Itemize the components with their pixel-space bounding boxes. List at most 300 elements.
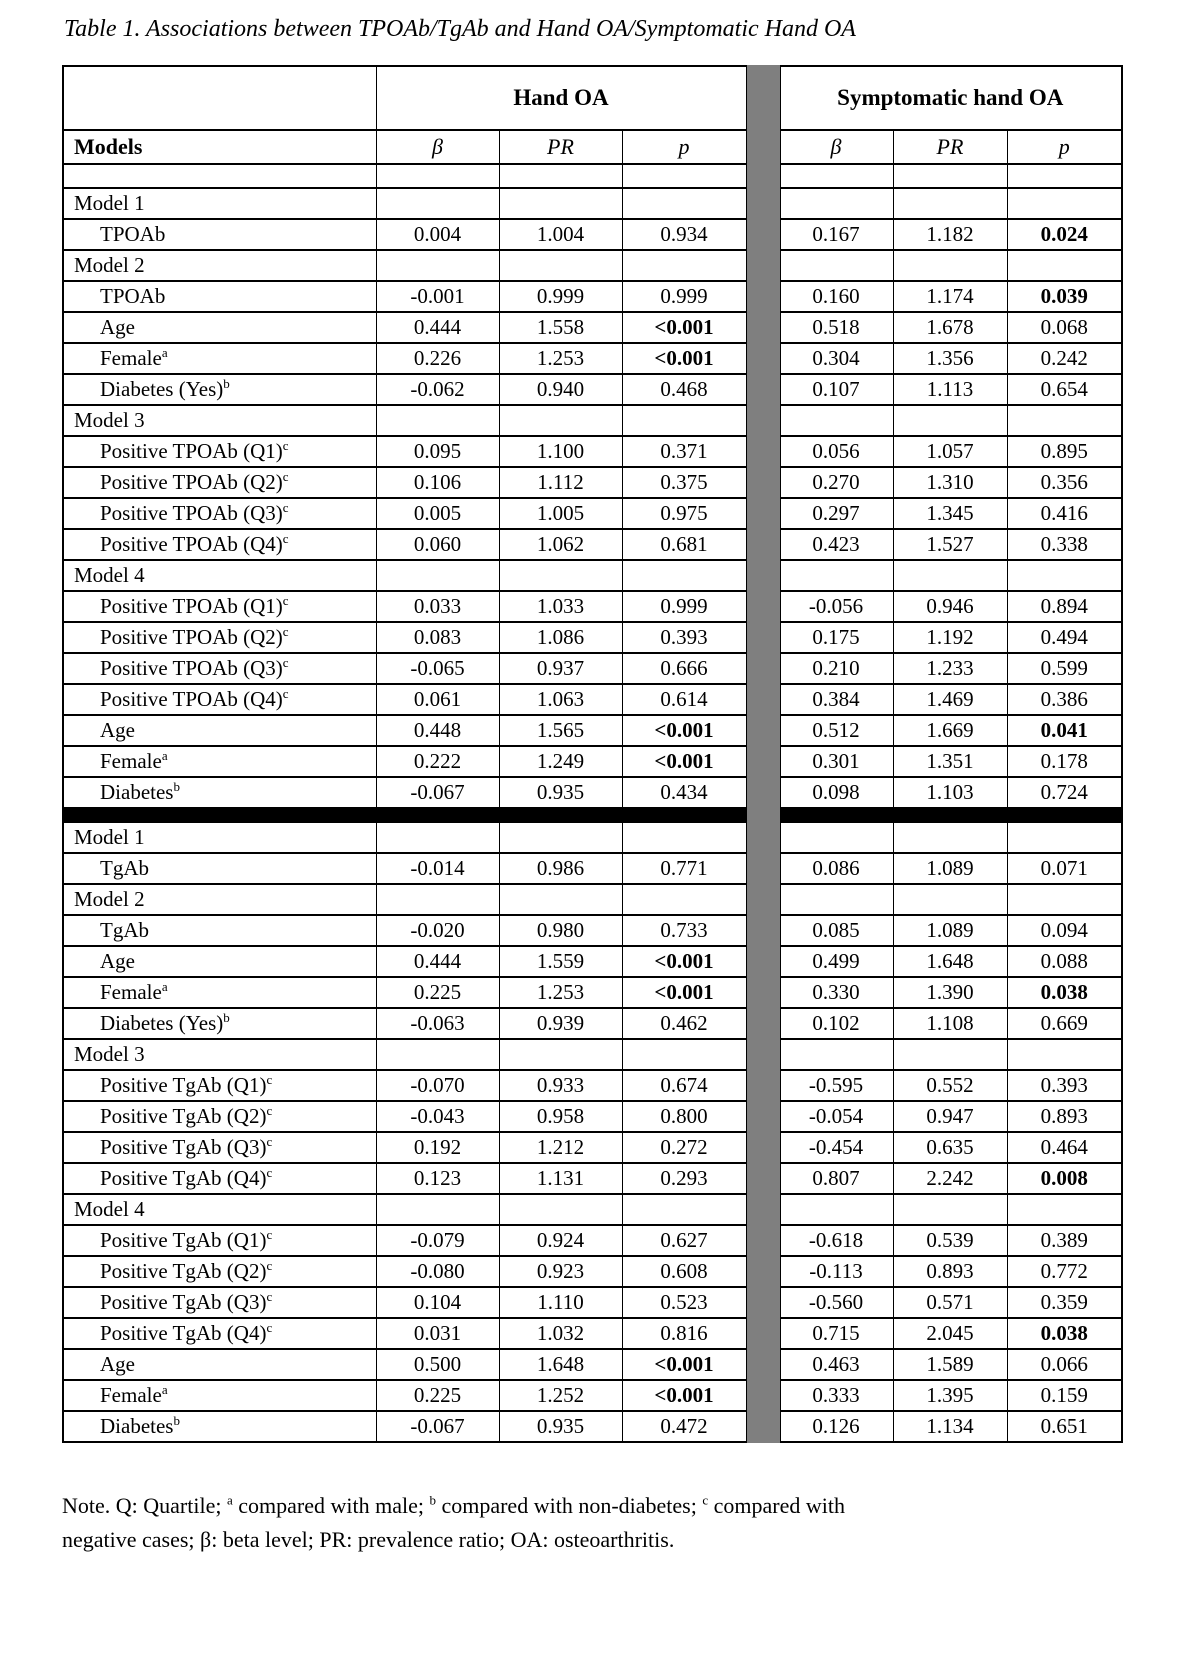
footnote-marker: c <box>282 593 289 608</box>
footnote-marker: c <box>282 438 289 453</box>
value-cell: 0.061 <box>376 684 499 715</box>
value-cell <box>622 405 746 436</box>
row-label: Age <box>63 715 376 746</box>
value-cell: 0.060 <box>376 529 499 560</box>
value-cell: 0.923 <box>499 1256 622 1287</box>
value-cell: -0.062 <box>376 374 499 405</box>
value-cell: 0.800 <box>622 1101 746 1132</box>
value-cell <box>893 405 1007 436</box>
value-cell: 0.102 <box>779 1008 893 1039</box>
value-cell <box>376 884 499 915</box>
table-row <box>63 977 1122 1008</box>
value-cell: 0.935 <box>499 1411 622 1442</box>
value-cell: 0.095 <box>376 436 499 467</box>
value-cell: -0.080 <box>376 1256 499 1287</box>
value-cell: 0.039 <box>1007 281 1122 312</box>
row-label: Model 2 <box>63 250 376 281</box>
value-cell: 0.160 <box>779 281 893 312</box>
value-cell: 1.469 <box>893 684 1007 715</box>
model-section-row <box>63 188 1122 219</box>
value-cell: 1.565 <box>499 715 622 746</box>
value-cell: 0.940 <box>499 374 622 405</box>
table-row <box>63 1318 1122 1349</box>
value-cell: 1.192 <box>893 622 1007 653</box>
table-row <box>63 498 1122 529</box>
value-cell: 0.356 <box>1007 467 1122 498</box>
value-cell: 0.935 <box>499 777 622 808</box>
value-cell: 0.895 <box>1007 436 1122 467</box>
value-cell <box>622 250 746 281</box>
value-cell: 1.033 <box>499 591 622 622</box>
value-cell: 0.222 <box>376 746 499 777</box>
pr-header-left: PR <box>499 130 622 164</box>
value-cell: 0.272 <box>622 1132 746 1163</box>
value-cell: 0.499 <box>779 946 893 977</box>
table-row <box>63 1101 1122 1132</box>
value-cell: 0.608 <box>622 1256 746 1287</box>
row-label: Positive TgAb $(Q1)^c$ <box>63 1070 376 1101</box>
value-cell: 0.715 <box>779 1318 893 1349</box>
value-cell: 1.057 <box>893 436 1007 467</box>
value-cell: 0.024 <box>1007 219 1122 250</box>
table-wrap <box>62 65 1123 1443</box>
value-cell: 0.094 <box>1007 915 1122 946</box>
value-cell: -0.014 <box>376 853 499 884</box>
row-label: Model 4 <box>63 1194 376 1225</box>
value-cell: 1.113 <box>893 374 1007 405</box>
model-section-row <box>63 1039 1122 1070</box>
table-row <box>63 343 1122 374</box>
model-section-row <box>63 884 1122 915</box>
footnote-marker: c <box>282 655 289 670</box>
value-cell <box>376 560 499 591</box>
model-section-row <box>63 1194 1122 1225</box>
value-cell: 0.980 <box>499 915 622 946</box>
value-cell: 1.131 <box>499 1163 622 1194</box>
value-cell: 0.085 <box>779 915 893 946</box>
value-cell: 0.924 <box>499 1225 622 1256</box>
value-cell: 0.816 <box>622 1318 746 1349</box>
value-cell: 1.648 <box>499 1349 622 1380</box>
model-section-row <box>63 405 1122 436</box>
value-cell <box>622 560 746 591</box>
value-cell: 0.033 <box>376 591 499 622</box>
value-cell <box>622 884 746 915</box>
table-row <box>63 853 1122 884</box>
footnote-marker: c <box>282 469 289 484</box>
beta-header-right: β <box>779 130 893 164</box>
value-cell: 0.468 <box>622 374 746 405</box>
value-cell: 0.106 <box>376 467 499 498</box>
value-cell: 1.089 <box>893 915 1007 946</box>
table-row <box>63 715 1122 746</box>
value-cell: 0.448 <box>376 715 499 746</box>
value-cell: 0.975 <box>622 498 746 529</box>
value-cell <box>779 250 893 281</box>
value-cell: -0.113 <box>779 1256 893 1287</box>
value-cell: <0.001 <box>622 1349 746 1380</box>
value-cell: 1.100 <box>499 436 622 467</box>
footnote-marker: a <box>161 979 168 994</box>
value-cell: 0.041 <box>1007 715 1122 746</box>
value-cell: 0.674 <box>622 1070 746 1101</box>
row-label: Female$^a$ <box>63 1380 376 1411</box>
value-cell: 1.390 <box>893 977 1007 1008</box>
footnote-marker: c <box>266 1320 273 1335</box>
row-label: Positive TPOAb $(Q2)^c$ <box>63 622 376 653</box>
table-row <box>63 1132 1122 1163</box>
row-label: Positive TgAb $(Q2)^c$ <box>63 1101 376 1132</box>
value-cell: 1.112 <box>499 467 622 498</box>
value-cell: 0.627 <box>622 1225 746 1256</box>
value-cell <box>1007 884 1122 915</box>
value-cell: 1.253 <box>499 977 622 1008</box>
value-cell: 0.126 <box>779 1411 893 1442</box>
value-cell: 1.558 <box>499 312 622 343</box>
value-cell: 0.005 <box>376 498 499 529</box>
value-cell: 2.045 <box>893 1318 1007 1349</box>
value-cell: 1.212 <box>499 1132 622 1163</box>
value-cell: 1.253 <box>499 343 622 374</box>
value-cell: 0.552 <box>893 1070 1007 1101</box>
table-row <box>63 219 1122 250</box>
value-cell <box>499 1039 622 1070</box>
value-cell: 0.389 <box>1007 1225 1122 1256</box>
corner-cell <box>63 66 376 130</box>
value-cell: 0.225 <box>376 977 499 1008</box>
table-row <box>63 1163 1122 1194</box>
value-cell: 1.005 <box>499 498 622 529</box>
value-cell: 1.032 <box>499 1318 622 1349</box>
value-cell <box>376 188 499 219</box>
value-cell: 0.210 <box>779 653 893 684</box>
value-cell: 1.351 <box>893 746 1007 777</box>
value-cell: 0.893 <box>1007 1101 1122 1132</box>
value-cell: 0.937 <box>499 653 622 684</box>
value-cell <box>499 884 622 915</box>
row-label: Positive TPOAb $(Q3)^c$ <box>63 653 376 684</box>
value-cell: 0.894 <box>1007 591 1122 622</box>
value-cell: 1.559 <box>499 946 622 977</box>
value-cell: 0.512 <box>779 715 893 746</box>
value-cell <box>622 1194 746 1225</box>
value-cell: -0.043 <box>376 1101 499 1132</box>
value-cell: 0.031 <box>376 1318 499 1349</box>
value-cell: 0.330 <box>779 977 893 1008</box>
value-cell: 1.669 <box>893 715 1007 746</box>
hand-oa-group-header: Hand OA <box>376 66 746 130</box>
table-row <box>63 777 1122 808</box>
value-cell: 0.635 <box>893 1132 1007 1163</box>
value-cell: 0.068 <box>1007 312 1122 343</box>
row-label: Positive TgAb $(Q1)^c$ <box>63 1225 376 1256</box>
value-cell: 0.270 <box>779 467 893 498</box>
value-cell: 1.233 <box>893 653 1007 684</box>
value-cell: -0.079 <box>376 1225 499 1256</box>
table-row <box>63 1008 1122 1039</box>
value-cell: -0.070 <box>376 1070 499 1101</box>
value-cell: 0.539 <box>893 1225 1007 1256</box>
row-label: Positive TPOAb $(Q2)^c$ <box>63 467 376 498</box>
value-cell <box>893 560 1007 591</box>
value-cell: -0.560 <box>779 1287 893 1318</box>
table-row <box>63 915 1122 946</box>
value-cell <box>1007 405 1122 436</box>
footnote-marker: c <box>266 1289 273 1304</box>
value-cell: 0.444 <box>376 312 499 343</box>
table-row <box>63 1380 1122 1411</box>
value-cell: 0.416 <box>1007 498 1122 529</box>
row-label: Positive TPOAb $(Q4)^c$ <box>63 529 376 560</box>
footnote-marker: c <box>282 531 289 546</box>
value-cell: -0.067 <box>376 777 499 808</box>
row-label: Model 2 <box>63 884 376 915</box>
value-cell: 0.086 <box>779 853 893 884</box>
row-label: Female$^a$ <box>63 746 376 777</box>
row-label: Positive TgAb $(Q4)^c$ <box>63 1163 376 1194</box>
row-label: Model 3 <box>63 405 376 436</box>
footnote-marker: c <box>266 1227 273 1242</box>
value-cell <box>376 822 499 853</box>
row-label: Female$^a$ <box>63 977 376 1008</box>
value-cell: 0.192 <box>376 1132 499 1163</box>
row-label: Age <box>63 1349 376 1380</box>
value-cell: 0.958 <box>499 1101 622 1132</box>
value-cell <box>499 560 622 591</box>
beta-header-left: β <box>376 130 499 164</box>
value-cell <box>893 822 1007 853</box>
value-cell <box>376 405 499 436</box>
row-label: Diabetes (Yes)$^b$ <box>63 374 376 405</box>
value-cell: -0.063 <box>376 1008 499 1039</box>
value-cell: 0.464 <box>1007 1132 1122 1163</box>
value-cell: -0.054 <box>779 1101 893 1132</box>
value-cell: 0.098 <box>779 777 893 808</box>
row-label: Positive TPOAb $(Q1)^c$ <box>63 436 376 467</box>
value-cell: 0.463 <box>779 1349 893 1380</box>
value-cell: 0.004 <box>376 219 499 250</box>
footnote-marker: c <box>266 1165 273 1180</box>
table-row <box>63 591 1122 622</box>
section-divider-bar <box>63 808 1122 822</box>
footnote-marker: a <box>226 1492 233 1508</box>
value-cell: 0.393 <box>622 622 746 653</box>
value-cell: 0.946 <box>893 591 1007 622</box>
table-row <box>63 946 1122 977</box>
footnote-marker: b <box>223 1010 230 1025</box>
value-cell <box>893 250 1007 281</box>
footnote-marker: c <box>266 1072 273 1087</box>
value-cell: 0.986 <box>499 853 622 884</box>
value-cell: -0.067 <box>376 1411 499 1442</box>
value-cell: 1.527 <box>893 529 1007 560</box>
value-cell <box>1007 822 1122 853</box>
value-cell: 0.071 <box>1007 853 1122 884</box>
footnote-marker: b <box>173 1413 180 1428</box>
value-cell: 0.518 <box>779 312 893 343</box>
row-label: Positive TgAb $(Q3)^c$ <box>63 1287 376 1318</box>
model-section-row <box>63 822 1122 853</box>
value-cell <box>499 1194 622 1225</box>
table-row <box>63 1411 1122 1442</box>
value-cell: 0.178 <box>1007 746 1122 777</box>
value-cell: 0.159 <box>1007 1380 1122 1411</box>
value-cell <box>376 250 499 281</box>
pr-header-right: PR <box>893 130 1007 164</box>
table-row <box>63 374 1122 405</box>
value-cell <box>779 405 893 436</box>
value-cell: 1.182 <box>893 219 1007 250</box>
value-cell: 0.771 <box>622 853 746 884</box>
footnote-marker: a <box>161 1382 168 1397</box>
value-cell <box>779 1039 893 1070</box>
value-cell: -0.618 <box>779 1225 893 1256</box>
row-label: TPOAb <box>63 281 376 312</box>
value-cell: <0.001 <box>622 977 746 1008</box>
value-cell: 1.004 <box>499 219 622 250</box>
value-cell: <0.001 <box>622 946 746 977</box>
value-cell: 1.589 <box>893 1349 1007 1380</box>
value-cell: 1.678 <box>893 312 1007 343</box>
footnote-marker: b <box>173 779 180 794</box>
row-label: Positive TPOAb $(Q4)^c$ <box>63 684 376 715</box>
value-cell: 0.338 <box>1007 529 1122 560</box>
value-cell: 0.934 <box>622 219 746 250</box>
value-cell: -0.020 <box>376 915 499 946</box>
table-row <box>63 436 1122 467</box>
value-cell: 0.472 <box>622 1411 746 1442</box>
value-cell: 0.371 <box>622 436 746 467</box>
footnote-marker: b <box>223 376 230 391</box>
value-cell <box>622 822 746 853</box>
value-cell: <0.001 <box>622 1380 746 1411</box>
value-cell <box>622 1039 746 1070</box>
row-label: Positive TgAb $(Q2)^c$ <box>63 1256 376 1287</box>
value-cell <box>499 250 622 281</box>
value-cell: 1.089 <box>893 853 1007 884</box>
value-cell: <0.001 <box>622 312 746 343</box>
value-cell: 0.301 <box>779 746 893 777</box>
value-cell: 0.083 <box>376 622 499 653</box>
value-cell: 0.733 <box>622 915 746 946</box>
symptomatic-group-header: Symptomatic hand OA <box>779 66 1122 130</box>
value-cell: 0.375 <box>622 467 746 498</box>
table-body <box>63 188 1122 1442</box>
value-cell: 0.681 <box>622 529 746 560</box>
value-cell: 0.651 <box>1007 1411 1122 1442</box>
value-cell: 1.103 <box>893 777 1007 808</box>
value-cell <box>499 822 622 853</box>
value-cell: 0.226 <box>376 343 499 374</box>
value-cell <box>622 188 746 219</box>
value-cell: 0.571 <box>893 1287 1007 1318</box>
row-label: TPOAb <box>63 219 376 250</box>
value-cell: 0.666 <box>622 653 746 684</box>
value-cell <box>893 1039 1007 1070</box>
value-cell: -0.595 <box>779 1070 893 1101</box>
value-cell: 0.654 <box>1007 374 1122 405</box>
value-cell: -0.065 <box>376 653 499 684</box>
value-cell <box>1007 560 1122 591</box>
value-cell: 0.384 <box>779 684 893 715</box>
row-label: Positive TPOAb $(Q1)^c$ <box>63 591 376 622</box>
value-cell: 0.939 <box>499 1008 622 1039</box>
value-cell <box>1007 1039 1122 1070</box>
row-label: Model 3 <box>63 1039 376 1070</box>
value-cell: 0.304 <box>779 343 893 374</box>
row-label: Positive TgAb $(Q3)^c$ <box>63 1132 376 1163</box>
footnote-marker: a <box>161 748 168 763</box>
table-row <box>63 1349 1122 1380</box>
value-cell <box>499 405 622 436</box>
value-cell: 1.174 <box>893 281 1007 312</box>
value-cell: 0.038 <box>1007 977 1122 1008</box>
table-row <box>63 653 1122 684</box>
row-label: Age <box>63 312 376 343</box>
value-cell: 1.356 <box>893 343 1007 374</box>
section-divider-bar-cell <box>63 808 1122 822</box>
value-cell: <0.001 <box>622 715 746 746</box>
table-row <box>63 1070 1122 1101</box>
value-cell: 0.386 <box>1007 684 1122 715</box>
row-label: TgAb <box>63 915 376 946</box>
footnote-marker: a <box>161 345 168 360</box>
value-cell <box>1007 250 1122 281</box>
group-header-row <box>63 66 1122 130</box>
value-cell <box>893 1194 1007 1225</box>
footnote-marker: c <box>266 1258 273 1273</box>
value-cell: 0.038 <box>1007 1318 1122 1349</box>
footnote-marker: c <box>282 686 289 701</box>
p-header-left: p <box>622 130 746 164</box>
value-cell: 1.345 <box>893 498 1007 529</box>
value-cell: 0.462 <box>622 1008 746 1039</box>
value-cell: 0.297 <box>779 498 893 529</box>
value-cell: 0.088 <box>1007 946 1122 977</box>
value-cell: 0.807 <box>779 1163 893 1194</box>
value-cell: 1.134 <box>893 1411 1007 1442</box>
value-cell: 0.242 <box>1007 343 1122 374</box>
value-cell: 0.523 <box>622 1287 746 1318</box>
p-header-right: p <box>1007 130 1122 164</box>
value-cell: 0.225 <box>376 1380 499 1411</box>
value-cell: 0.293 <box>622 1163 746 1194</box>
footnote-marker: c <box>266 1103 273 1118</box>
row-label: Diabetes (Yes)$^b$ <box>63 1008 376 1039</box>
table-row <box>63 529 1122 560</box>
row-label: Model 4 <box>63 560 376 591</box>
table-row <box>63 684 1122 715</box>
table-row <box>63 746 1122 777</box>
value-cell: 0.893 <box>893 1256 1007 1287</box>
footnote-marker: b <box>429 1492 436 1508</box>
value-cell: 1.310 <box>893 467 1007 498</box>
value-cell: 2.242 <box>893 1163 1007 1194</box>
value-cell: 0.614 <box>622 684 746 715</box>
table-caption: Table 1. Associations between TPOAb/TgAb and Hand OA/Symptomatic Hand OA <box>64 16 856 42</box>
row-label: Model 1 <box>63 188 376 219</box>
value-cell <box>893 188 1007 219</box>
value-cell <box>893 884 1007 915</box>
value-cell: 0.669 <box>1007 1008 1122 1039</box>
table-row <box>63 1256 1122 1287</box>
table-row <box>63 467 1122 498</box>
value-cell: 0.772 <box>1007 1256 1122 1287</box>
value-cell: -0.454 <box>779 1132 893 1163</box>
table-row <box>63 312 1122 343</box>
value-cell: 0.423 <box>779 529 893 560</box>
row-label: Age <box>63 946 376 977</box>
